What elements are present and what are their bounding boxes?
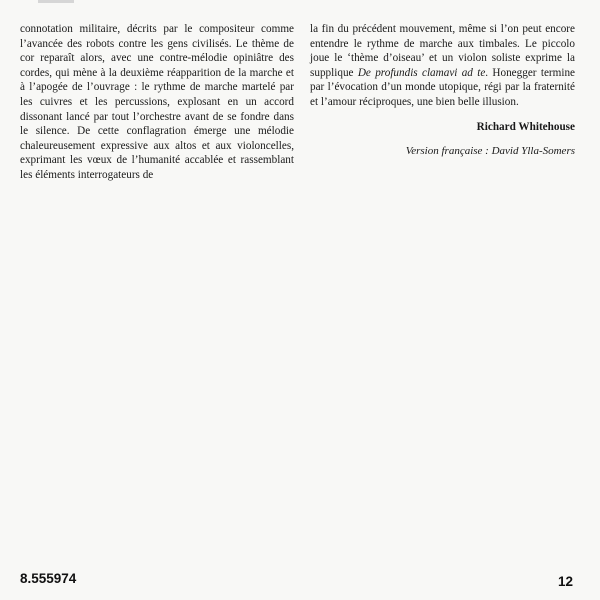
author-signature: Richard Whitehouse xyxy=(476,120,575,133)
right-paragraph-start: la fin du précédent mouvement, même si l’on peut encore entendre le rythme de marche aux timbales. Le piccolo joue le ‘thème d’oiseau’ et un violon soliste exprime la supplique xyxy=(310,23,575,79)
page-number: 12 xyxy=(558,574,574,589)
right-paragraph-end: . Honegger termine par l’évocation d’un monde utopique, régi par la fraternité et l’amour réciproques, une bien belle illusion. xyxy=(310,66,576,108)
latin-quote: De profundis clamavi ad te xyxy=(357,66,486,79)
right-column xyxy=(310,22,575,159)
left-paragraph: connotation militaire, décrits par le compositeur comme l’avancée des robots contre les gens civilisés. Le thème de cor reparaît alors, avec une contre-mélodie opiniâtre des cordes, qui mène à la deuxième réapparition de la marche et à l’apogée de l’ouvrage : le rythme de marche martelé par les cuivres et les percussions, explosant en un accord dissonant lancé par tout l’orchestre avant de se fondre dans le silence. De cette conflagration émerge une mélodie chaleureusement expressive aux altos et aux violoncelles, exprimant les vœux de l’humanité accablée et rassemblant les éléments interrogateurs de xyxy=(20,23,294,181)
translator-credit: Version française : David Ylla-Somers xyxy=(405,145,575,158)
catalog-number: 8.555974 xyxy=(20,571,77,586)
scan-mark xyxy=(38,0,74,3)
right-paragraph xyxy=(310,22,575,110)
left-column xyxy=(20,22,294,183)
